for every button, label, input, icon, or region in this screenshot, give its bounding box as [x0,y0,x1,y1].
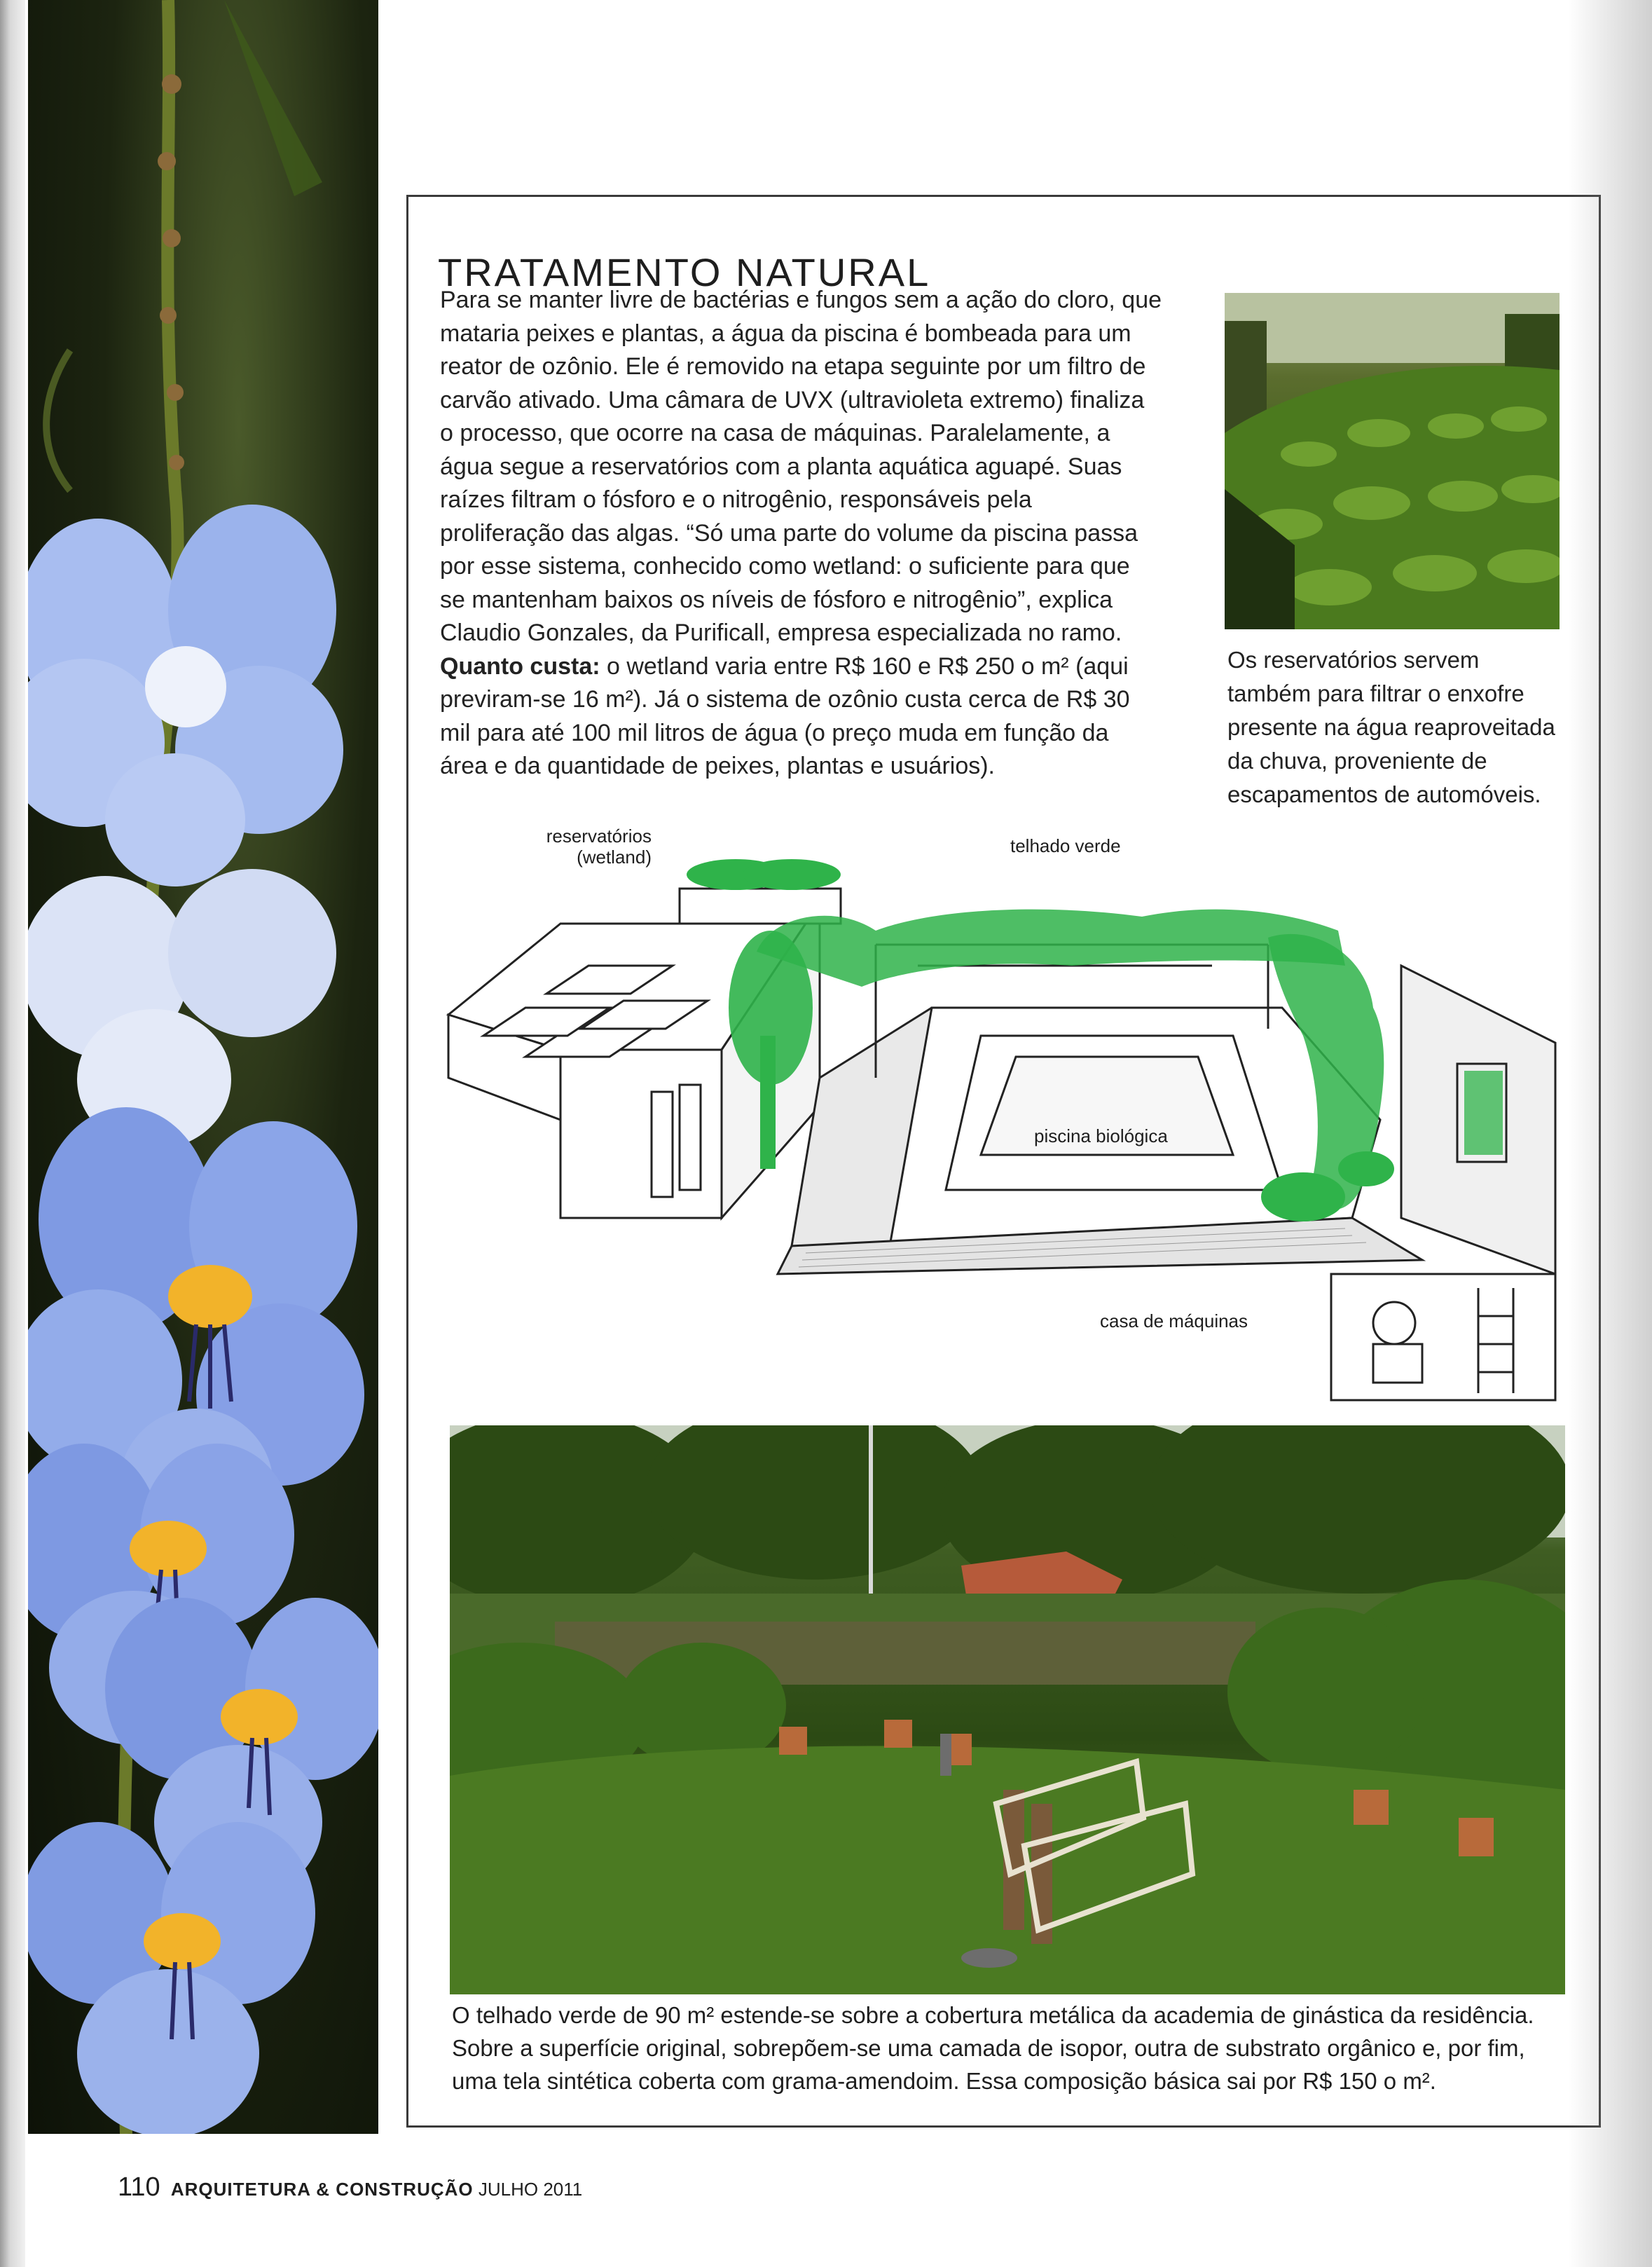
garden-illustration [450,1425,1565,1994]
label-reservoirs: reservatórios (wetland) [546,826,652,868]
page-binding-edge [0,0,25,2267]
issue-date: JULHO 2011 [478,2179,583,2200]
body-paragraph: Para se manter livre de bactérias e fungos sem a ação do cloro, que mataria peixes e plantas, a água da piscina é bombeada para um reator de ozônio. Ele é removido na etapa seguinte por um filtro de carvão ativado. Uma câmara de UVX (ultravioleta extremo) finaliza o processo, que ocorre na casa de máquinas. Paralelamente, a água segue a reservatórios com a planta aquática aguapé. Suas raízes filtram o fósforo e o nitrogênio, responsáveis pela proliferação das algas. “Só uma parte do volume da piscina passa por esse sistema, conhecido como wetland: o suficiente para que se mantenham baixos os níveis de fósforo e nitrogênio”, explica Claudio Gonzales, da Purificall, empresa especializada no ramo. [440,287,1162,646]
reservoir-photo [1225,293,1560,629]
label-pool: piscina biológica [1034,1125,1168,1146]
reservoir-caption: Os reservatórios servem também para filtrar o enxofre presente na água reaproveitada da chuva, proveniente de escapamentos de automóveis. [1227,647,1555,807]
page-number: 110 [118,2172,160,2202]
cost-paragraph [440,650,1162,783]
page-shadow [1568,0,1652,2267]
garden-photo [450,1425,1565,1994]
pool-diagram [441,826,1562,1407]
article-body [440,284,1162,783]
flower-photo [28,0,378,2134]
pool-diagram-drawing [441,826,1562,1407]
cost-kicker: Quanto custa: [440,652,600,680]
page-footer [118,2172,582,2203]
magazine-name: ARQUITETURA & CONSTRUÇÃO [170,2179,474,2200]
cost-text: o wetland varia entre R$ 160 e R$ 250 o m² (aqui previram-se 16 m²). Já o sistema de ozônio custa cerca de R$ 30 mil para até 100 mil litros de água (o preço muda em função da área e da quantidade de peixes, plantas e usuários). [440,652,1130,779]
label-green-roof: telhado verde [1010,835,1121,856]
garden-caption: O telhado verde de 90 m² estende-se sobre a cobertura metálica da academia de ginástica da residência. Sobre a superfície original, sobrepõem-se uma camada de isopor, outra de substrato orgânico e, por fim, uma tela sintética coberta com grama-amendoim. Essa composição básica sai por R$ 150 o m². [452,2002,1534,2094]
label-machine-room: casa de máquinas [1100,1310,1248,1331]
reservoir-illustration [1225,293,1560,629]
article-headline: TRATAMENTO NATURAL [438,249,931,294]
flower-illustration [28,0,378,2134]
